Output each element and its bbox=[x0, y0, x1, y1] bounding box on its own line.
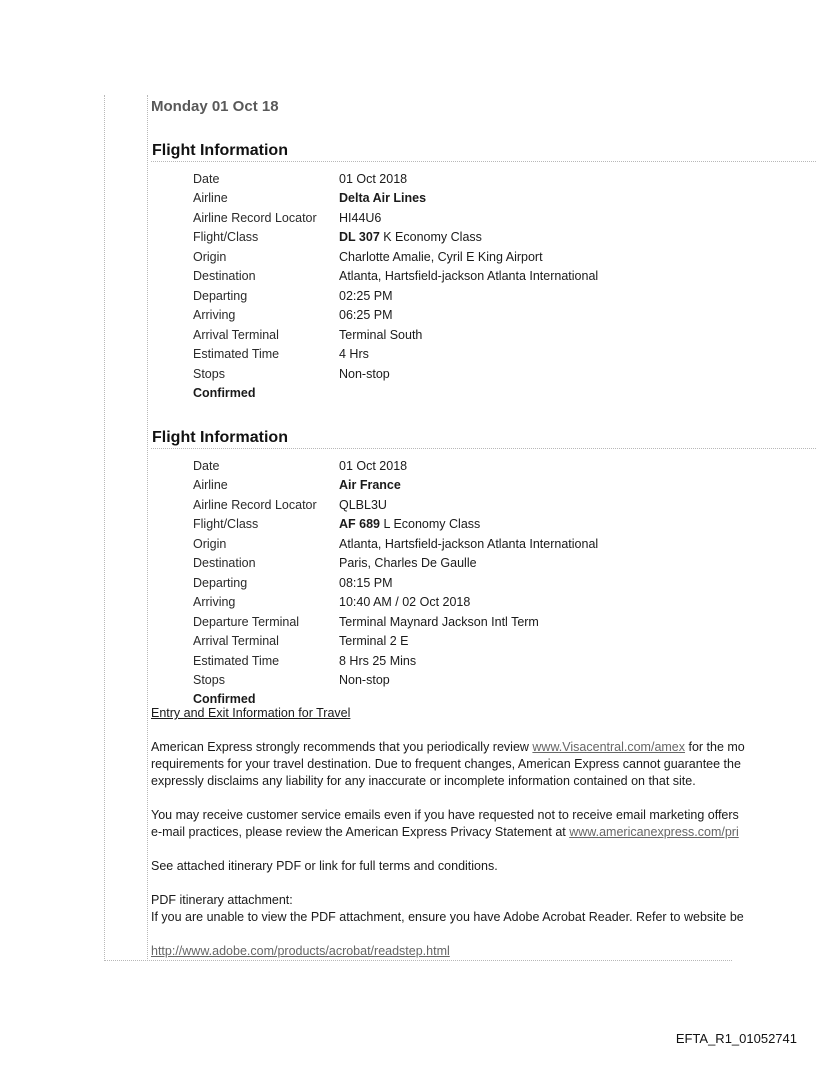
section-title: Flight Information bbox=[151, 141, 816, 162]
frame-border-left bbox=[104, 95, 105, 961]
detail-row-flight-class bbox=[193, 228, 598, 248]
detail-row-arrival-terminal bbox=[193, 632, 598, 652]
detail-row-arriving bbox=[193, 593, 598, 613]
detail-label: Airline bbox=[193, 478, 228, 493]
detail-label: Arrival Terminal bbox=[193, 327, 279, 342]
detail-label: Arrival Terminal bbox=[193, 634, 279, 649]
arriving-value: 10:40 AM / 02 Oct 2018 bbox=[339, 595, 471, 610]
terms-paragraph: See attached itinerary PDF or link for full terms and conditions. bbox=[151, 859, 498, 873]
booking-status: Confirmed bbox=[193, 692, 256, 706]
detail-row-airline bbox=[193, 189, 598, 209]
entry-exit-title: Entry and Exit Information for Travel bbox=[151, 706, 351, 720]
detail-label: Date bbox=[193, 171, 220, 186]
detail-row-estimated bbox=[193, 651, 598, 671]
visa-paragraph-line-1 bbox=[151, 739, 816, 756]
detail-row-origin bbox=[193, 534, 598, 554]
booking-status: Confirmed bbox=[193, 385, 256, 400]
departing-value: 08:15 PM bbox=[339, 575, 393, 590]
detail-row-departure-terminal bbox=[193, 612, 598, 632]
detail-row-estimated bbox=[193, 345, 598, 365]
estimated-value: 4 Hrs bbox=[339, 347, 369, 362]
detail-label: Flight/Class bbox=[193, 230, 259, 245]
detail-label: Departing bbox=[193, 288, 248, 303]
detail-label: Flight/Class bbox=[193, 517, 259, 532]
detail-row-arrival-terminal bbox=[193, 325, 598, 345]
departure-terminal-value: Terminal Maynard Jackson Intl Term bbox=[339, 614, 539, 629]
detail-row-destination bbox=[193, 554, 598, 574]
detail-row-locator bbox=[193, 495, 598, 515]
detail-row-locator bbox=[193, 208, 598, 228]
detail-label: Departing bbox=[193, 575, 248, 590]
detail-row-stops bbox=[193, 671, 598, 691]
departing-value: 02:25 PM bbox=[339, 288, 393, 303]
detail-row-stops bbox=[193, 364, 598, 384]
text-segment: for the mo bbox=[685, 740, 745, 754]
cabin-class: L Economy Class bbox=[383, 517, 481, 532]
detail-label: Stops bbox=[193, 366, 225, 381]
detail-row-date bbox=[193, 456, 598, 476]
flight-details-table bbox=[193, 456, 598, 690]
section-title: Flight Information bbox=[151, 428, 816, 449]
detail-label: Origin bbox=[193, 536, 227, 551]
detail-label: Destination bbox=[193, 269, 256, 284]
privacy-paragraph-line-1: You may receive customer service emails even if you have requested not to receive email marketing offers bbox=[151, 808, 739, 822]
detail-label: Arriving bbox=[193, 308, 236, 323]
detail-row-destination bbox=[193, 267, 598, 287]
pdf-attachment-heading: PDF itinerary attachment: bbox=[151, 893, 293, 907]
flight-number: AF 689 bbox=[339, 517, 380, 532]
origin-value: Charlotte Amalie, Cyril E King Airport bbox=[339, 249, 543, 264]
frame-border-inner bbox=[147, 95, 148, 961]
cabin-class: K Economy Class bbox=[383, 230, 482, 245]
stops-value: Non-stop bbox=[339, 673, 390, 688]
detail-value: 01 Oct 2018 bbox=[339, 171, 408, 186]
origin-value: Atlanta, Hartsfield-jackson Atlanta International bbox=[339, 536, 599, 551]
record-locator: HI44U6 bbox=[339, 210, 382, 225]
airline-name: Air France bbox=[339, 478, 401, 493]
detail-label: Arriving bbox=[193, 595, 236, 610]
arriving-value: 06:25 PM bbox=[339, 308, 393, 323]
visa-paragraph-line-3: expressly disclaims any liability for any inaccurate or incomplete information contained on that site. bbox=[151, 774, 696, 788]
adobe-reader-link[interactable]: http://www.adobe.com/products/acrobat/readstep.html bbox=[151, 944, 450, 958]
detail-row-departing bbox=[193, 573, 598, 593]
day-heading: Monday 01 Oct 18 bbox=[151, 98, 279, 115]
flight-details-table bbox=[193, 169, 598, 384]
detail-label: Estimated Time bbox=[193, 347, 280, 362]
flight-section-1 bbox=[151, 141, 816, 403]
detail-row-flight-class bbox=[193, 515, 598, 535]
detail-label: Destination bbox=[193, 556, 256, 571]
detail-label: Airline Record Locator bbox=[193, 210, 317, 225]
privacy-paragraph-line-2 bbox=[151, 824, 816, 841]
visa-paragraph-line-2: requirements for your travel destination. Due to frequent changes, American Express cannot guarantee the bbox=[151, 757, 741, 771]
detail-label: Departure Terminal bbox=[193, 614, 300, 629]
estimated-value: 8 Hrs 25 Mins bbox=[339, 653, 417, 668]
flight-class-value bbox=[339, 228, 598, 248]
detail-label: Stops bbox=[193, 673, 225, 688]
visacentral-link[interactable]: www.Visacentral.com/amex bbox=[532, 740, 686, 754]
record-locator: QLBL3U bbox=[339, 497, 387, 512]
detail-row-departing bbox=[193, 286, 598, 306]
arrival-terminal-value: Terminal 2 E bbox=[339, 634, 409, 649]
airline-name: Delta Air Lines bbox=[339, 191, 427, 206]
detail-value: 01 Oct 2018 bbox=[339, 458, 408, 473]
flight-class-value bbox=[339, 515, 598, 535]
document-id: EFTA_R1_01052741 bbox=[675, 1031, 797, 1046]
arrival-terminal-value: Terminal South bbox=[339, 327, 423, 342]
adobe-reader-line bbox=[151, 943, 816, 960]
pdf-attachment-note: If you are unable to view the PDF attachment, ensure you have Adobe Acrobat Reader. Refer to website be bbox=[151, 910, 744, 924]
flight-number: DL 307 bbox=[339, 230, 380, 245]
detail-label: Estimated Time bbox=[193, 653, 280, 668]
text-segment: American Express strongly recommends that you periodically review bbox=[151, 740, 533, 754]
flight-section-2 bbox=[151, 428, 816, 710]
detail-label: Origin bbox=[193, 249, 227, 264]
detail-row-arriving bbox=[193, 306, 598, 326]
detail-label: Date bbox=[193, 458, 220, 473]
destination-value: Paris, Charles De Gaulle bbox=[339, 556, 477, 571]
detail-row-origin bbox=[193, 247, 598, 267]
stops-value: Non-stop bbox=[339, 366, 390, 381]
detail-label: Airline bbox=[193, 191, 228, 206]
privacy-statement-link[interactable]: www.americanexpress.com/pri bbox=[569, 825, 739, 839]
entry-exit-info bbox=[151, 705, 816, 960]
detail-label: Airline Record Locator bbox=[193, 497, 317, 512]
destination-value: Atlanta, Hartsfield-jackson Atlanta International bbox=[339, 269, 599, 284]
detail-row-date bbox=[193, 169, 598, 189]
text-segment: e-mail practices, please review the American Express Privacy Statement at bbox=[151, 825, 570, 839]
detail-row-airline bbox=[193, 476, 598, 496]
frame-border-bottom bbox=[104, 960, 732, 961]
